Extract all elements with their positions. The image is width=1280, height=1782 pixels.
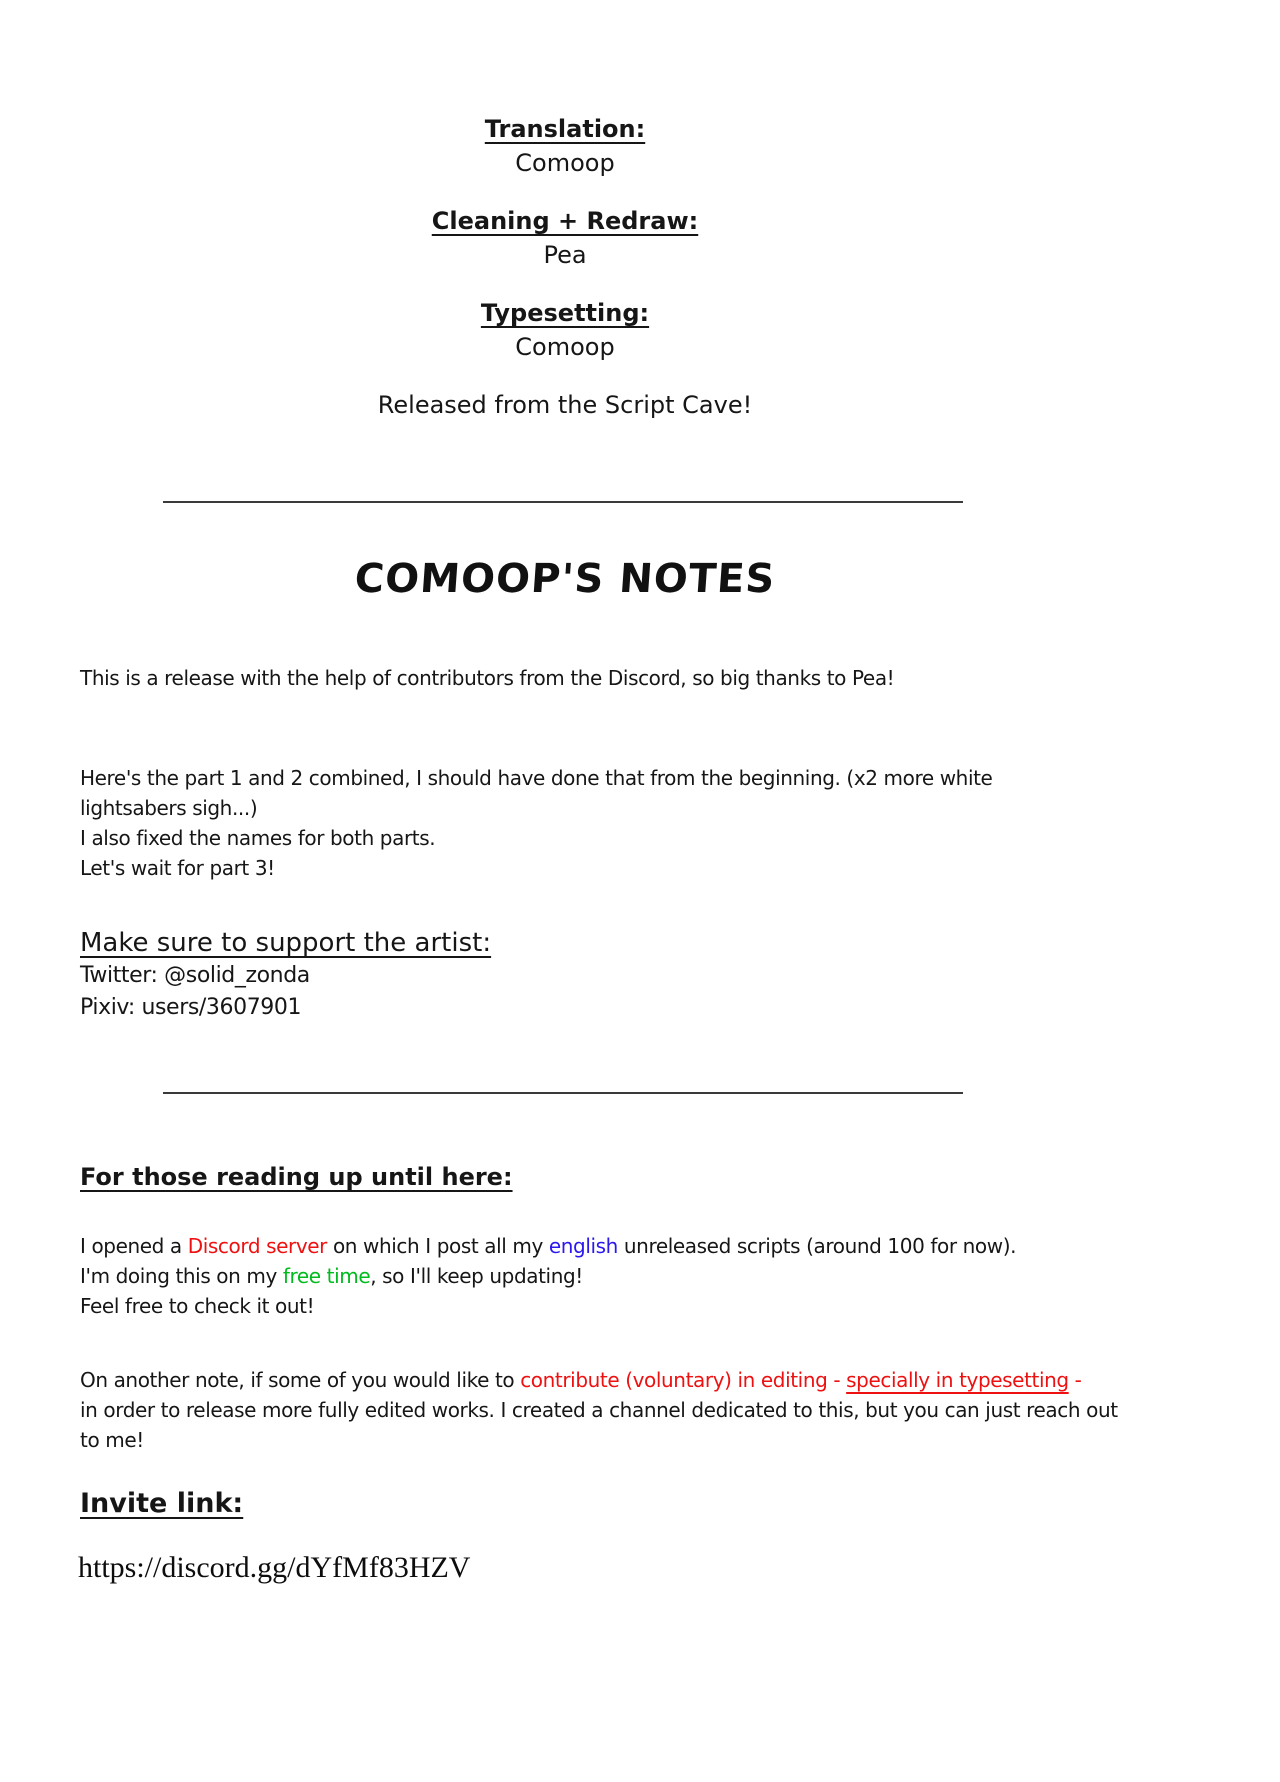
text-segment: unreleased scripts (around 100 for now). bbox=[617, 1234, 1017, 1258]
support-artist-section bbox=[80, 926, 1280, 1024]
text-line bbox=[80, 1261, 1280, 1291]
text-segment: in order to release more fully edited works. I created a channel dedicated to this, but you can just reach out bbox=[80, 1398, 1118, 1422]
text-line: I also fixed the names for both parts. bbox=[80, 826, 436, 850]
text-line bbox=[80, 1395, 1280, 1425]
twitter-handle: Twitter: @solid_zonda bbox=[80, 963, 310, 988]
text-line: Here's the part 1 and 2 combined, I should have done that from the beginning. (x2 more white bbox=[80, 766, 993, 790]
credit-role: Typesetting: bbox=[480, 299, 650, 327]
discord-invite-url: https://discord.gg/dYfMf83HZV bbox=[78, 1551, 471, 1584]
pixiv-id: Pixiv: users/3607901 bbox=[80, 995, 302, 1020]
text-segment: , so I'll keep updating! bbox=[370, 1264, 583, 1288]
credit-entry-translation bbox=[80, 112, 1050, 180]
credit-name: Comoop bbox=[515, 333, 615, 361]
invite-link-block bbox=[0, 1455, 1280, 1523]
divider bbox=[163, 1092, 963, 1094]
credits-section bbox=[80, 0, 1050, 422]
text-line: lightsabers sigh...) bbox=[80, 796, 258, 820]
text-segment: Feel free to check it out! bbox=[80, 1294, 315, 1318]
text-line: Let's wait for part 3! bbox=[80, 856, 275, 880]
divider bbox=[163, 501, 963, 503]
credit-role: Translation: bbox=[484, 115, 646, 143]
contribute-paragraph bbox=[80, 1365, 1280, 1455]
credit-entry-cleaning-redraw bbox=[80, 204, 1050, 272]
highlighted-text: free time bbox=[282, 1264, 371, 1288]
page-title: COMOOP'S NOTES bbox=[353, 556, 777, 602]
highlighted-text: english bbox=[548, 1234, 618, 1258]
credit-name: Comoop bbox=[515, 149, 615, 177]
text-segment: I opened a bbox=[80, 1234, 188, 1258]
text-segment: On another note, if some of you would like to bbox=[80, 1368, 521, 1392]
outro-heading: For those reading up until here: bbox=[80, 1163, 513, 1191]
text-line bbox=[80, 1365, 1280, 1395]
credit-role: Cleaning + Redraw: bbox=[431, 207, 699, 235]
text-line bbox=[80, 1291, 1280, 1321]
text-segment: I'm doing this on my bbox=[80, 1264, 283, 1288]
discord-server-paragraph bbox=[80, 1231, 1280, 1321]
text-segment: on which I post all my bbox=[327, 1234, 549, 1258]
text-line bbox=[80, 1425, 1280, 1455]
highlighted-text: specially in typesetting bbox=[846, 1368, 1069, 1392]
highlighted-text: Discord server bbox=[187, 1234, 327, 1258]
highlighted-text: contribute (voluntary) in editing - bbox=[520, 1368, 847, 1392]
credit-entry-typesetting bbox=[80, 296, 1050, 364]
text-segment: to me! bbox=[80, 1428, 144, 1452]
text-line bbox=[80, 1231, 1280, 1261]
release-note: Released from the Script Cave! bbox=[377, 391, 753, 419]
credit-name: Pea bbox=[543, 241, 587, 269]
highlighted-text: - bbox=[1068, 1368, 1082, 1392]
update-paragraph bbox=[80, 763, 1280, 883]
intro-paragraph: This is a release with the help of contributors from the Discord, so big thanks to Pea! bbox=[80, 666, 895, 690]
invite-link-label: Invite link: bbox=[80, 1488, 244, 1519]
support-artist-heading: Make sure to support the artist: bbox=[80, 928, 492, 958]
